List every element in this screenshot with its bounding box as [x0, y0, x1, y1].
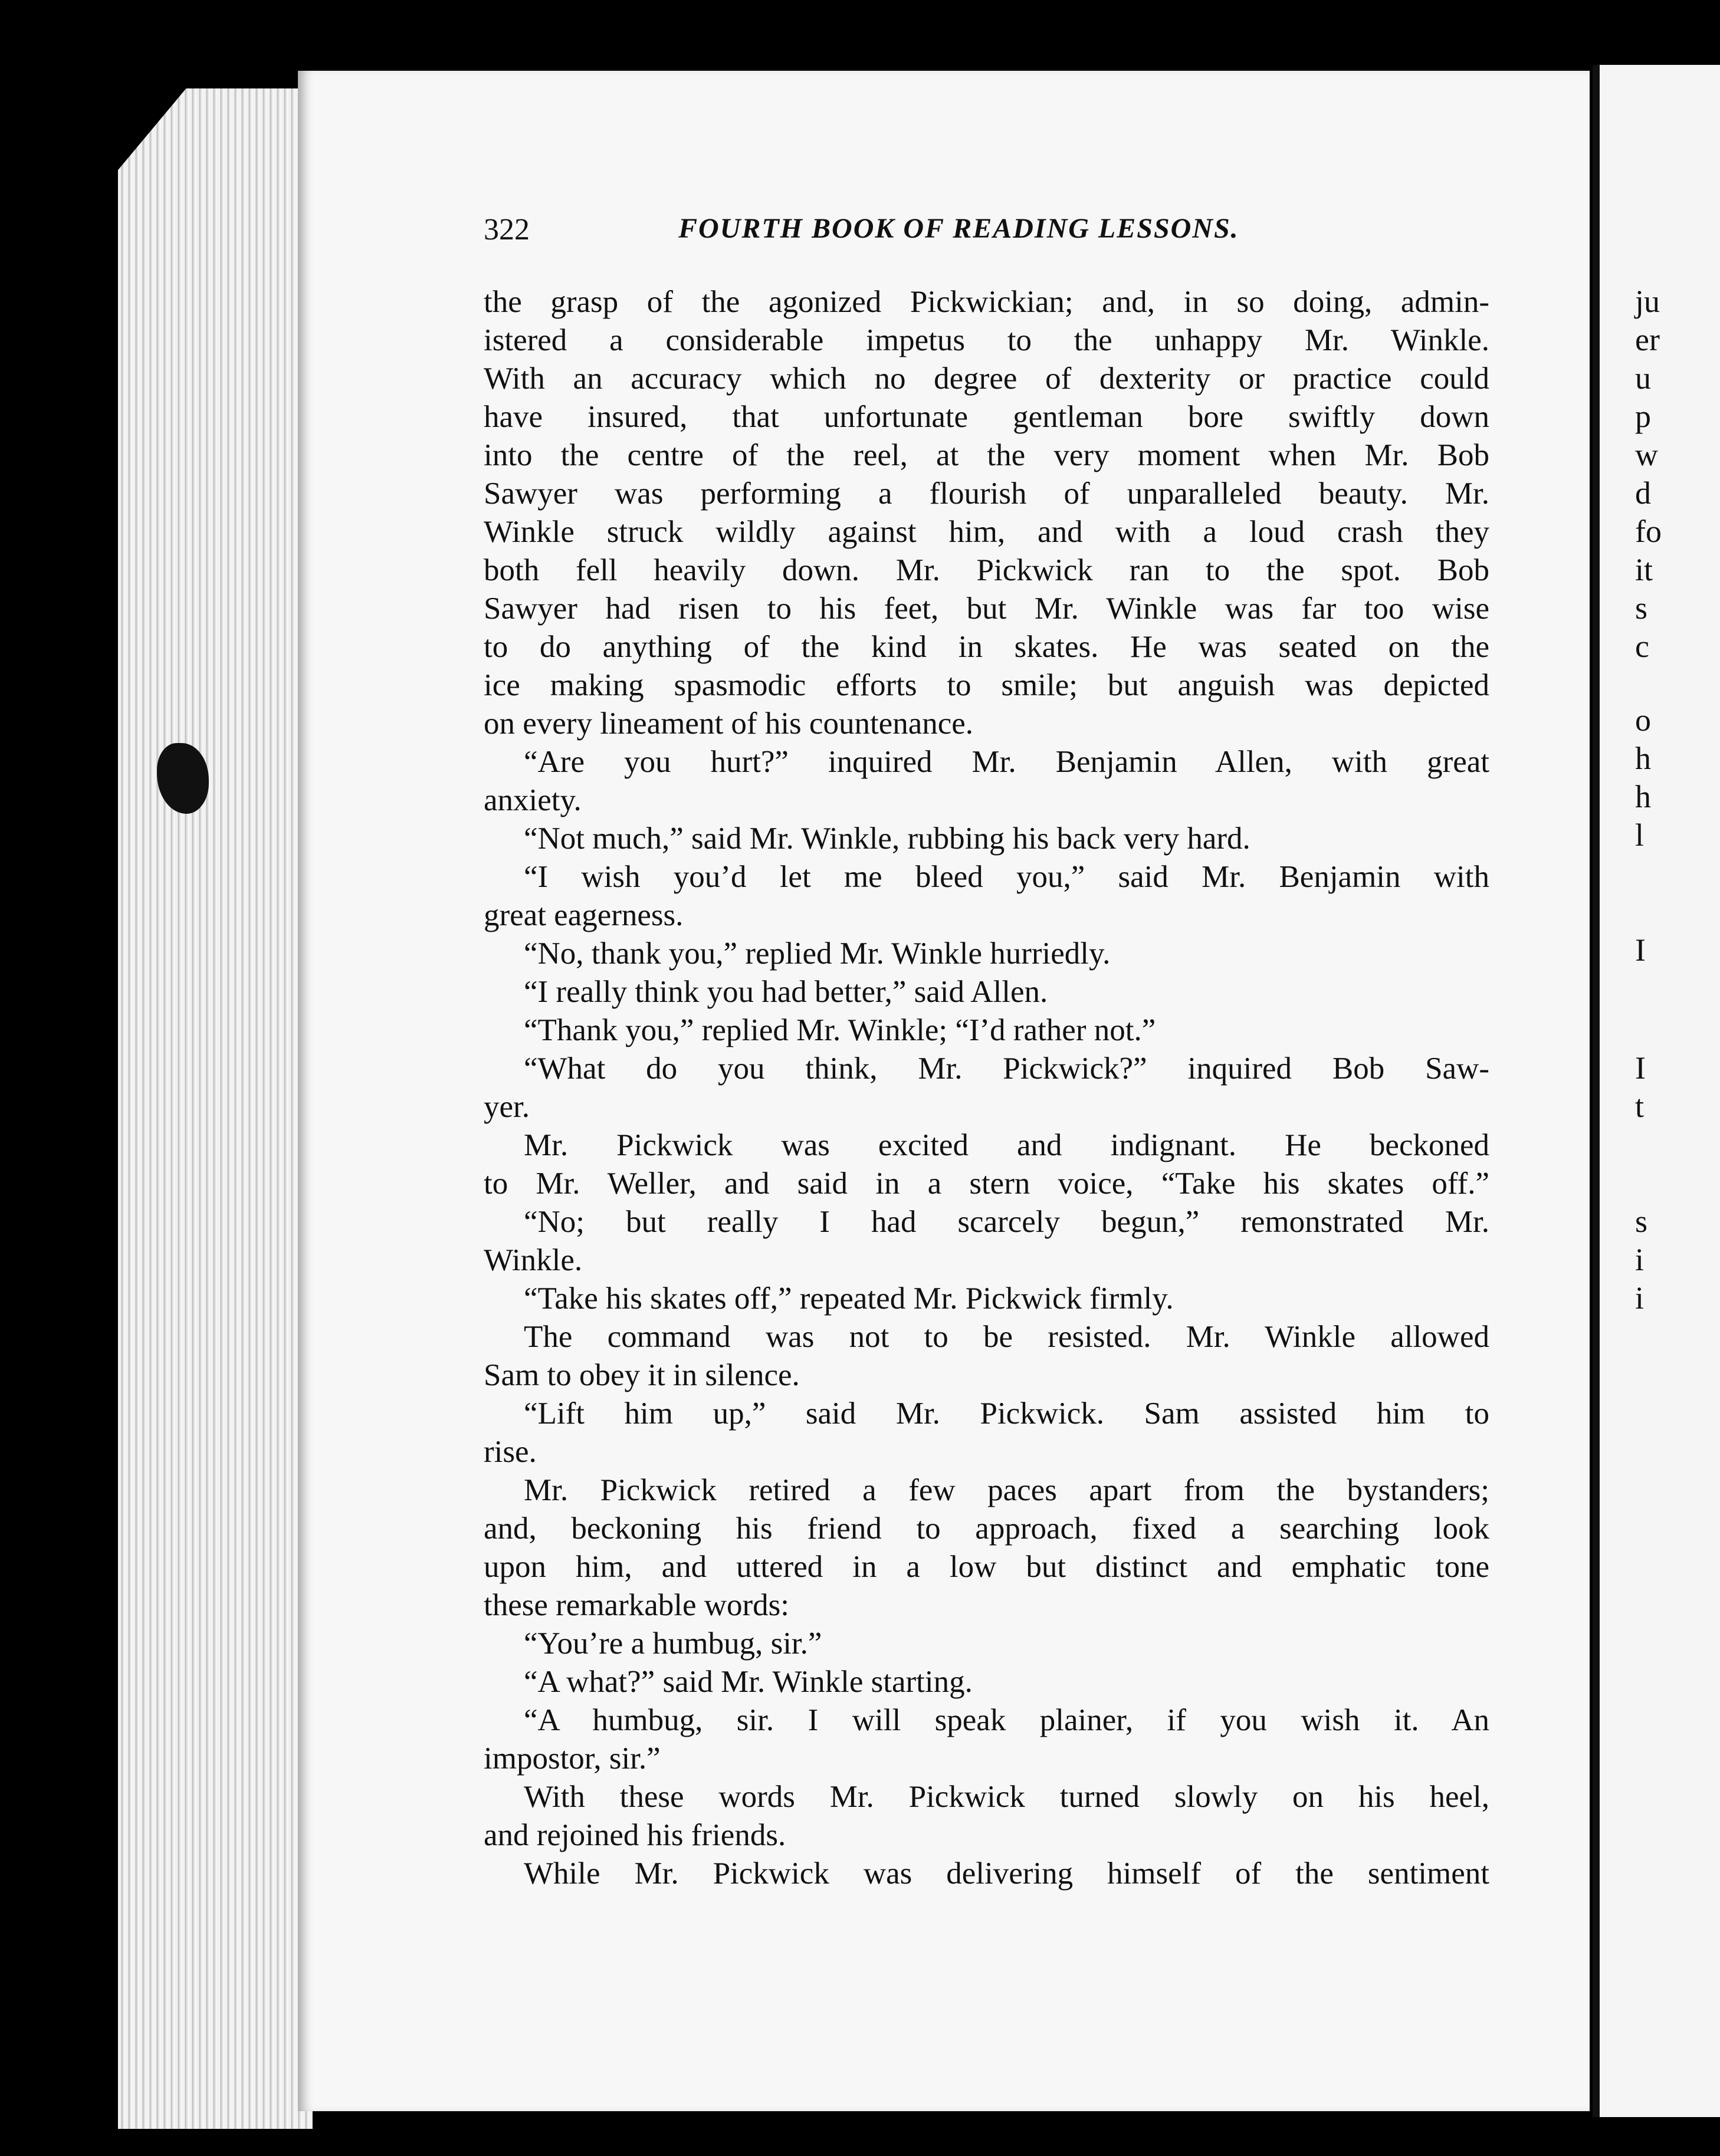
text-line: rise.	[484, 1435, 537, 1469]
text-line: Mr. Pickwick was excited and indignant. He beckoned	[524, 1128, 1489, 1162]
text-line: have insured, that unfortunate gentleman bore swiftly down	[484, 400, 1489, 434]
text-line: impostor, sir.”	[484, 1741, 661, 1776]
running-title: FOURTH BOOK OF READING LESSONS.	[678, 213, 1239, 244]
text-line: “Lift him up,” said Mr. Pickwick. Sam assisted him to	[524, 1396, 1489, 1431]
text-line: Winkle struck wildly against him, and with a loud crash they	[484, 515, 1489, 549]
text-line: Sam to obey it in silence.	[484, 1358, 800, 1392]
facing-page-fragment: t	[1635, 1089, 1644, 1124]
facing-page-fragment: w	[1635, 437, 1658, 472]
text-line: With these words Mr. Pickwick turned slowly on his heel,	[524, 1780, 1489, 1814]
text-line: “What do you think, Mr. Pickwick?” inquired Bob Saw-	[524, 1051, 1489, 1086]
facing-page-fragment: it	[1635, 552, 1653, 587]
text-line: “I wish you’d let me bleed you,” said Mr. Benjamin with	[524, 860, 1489, 894]
text-line: “A what?” said Mr. Winkle starting.	[524, 1665, 973, 1699]
facing-page-fragment: o	[1635, 702, 1651, 738]
facing-page-fragment: l	[1635, 817, 1644, 853]
text-line: upon him, and uttered in a low but distinct and emphatic tone	[484, 1550, 1489, 1584]
text-line: Sawyer was performing a flourish of unparalleled beauty. Mr.	[484, 476, 1489, 511]
text-line: “No; but really I had scarcely begun,” remonstrated Mr.	[524, 1205, 1489, 1239]
facing-page-fragment: s	[1635, 1204, 1648, 1239]
facing-page-fragment: h	[1635, 779, 1651, 814]
text-line: into the centre of the reel, at the very moment when Mr. Bob	[484, 438, 1489, 472]
facing-page-fragment: I	[1635, 932, 1646, 968]
text-line: yer.	[484, 1090, 530, 1124]
text-line: Mr. Pickwick retired a few paces apart from the bystanders;	[524, 1473, 1489, 1507]
facing-page-fragment: c	[1635, 629, 1649, 664]
text-line: While Mr. Pickwick was delivering himself of the sentiment	[524, 1856, 1489, 1891]
facing-page-fragment: fo	[1635, 514, 1662, 549]
page-header	[484, 212, 1489, 254]
facing-page-fragment: d	[1635, 475, 1651, 511]
text-line: “Take his skates off,” repeated Mr. Pickwick firmly.	[524, 1281, 1174, 1316]
text-line: and, beckoning his friend to approach, fixed a searching look	[484, 1511, 1489, 1546]
facing-page-fragment: i	[1635, 1242, 1644, 1277]
facing-page-fragment: p	[1635, 399, 1651, 434]
text-line: the grasp of the agonized Pickwickian; and, in so doing, admin-	[484, 285, 1489, 319]
page-edges	[118, 88, 313, 2129]
text-line: on every lineament of his countenance.	[484, 706, 974, 741]
text-line: “Are you hurt?” inquired Mr. Benjamin Allen, with great	[524, 745, 1489, 779]
facing-page-fragment: er	[1635, 322, 1660, 357]
text-line: great eagerness.	[484, 898, 684, 932]
text-line: anxiety.	[484, 783, 582, 817]
text-line: “A humbug, sir. I will speak plainer, if you wish it. An	[524, 1703, 1489, 1737]
text-line: and rejoined his friends.	[484, 1818, 786, 1852]
text-line: these remarkable words:	[484, 1588, 790, 1622]
text-line: “I really think you had better,” said Allen.	[524, 975, 1048, 1009]
text-line: Winkle.	[484, 1243, 583, 1277]
page-number: 322	[484, 213, 530, 247]
text-line: The command was not to be resisted. Mr. Winkle allowed	[524, 1320, 1489, 1354]
text-line: “Not much,” said Mr. Winkle, rubbing his back very hard.	[524, 821, 1250, 856]
text-line: “Thank you,” replied Mr. Winkle; “I’d rather not.”	[524, 1013, 1156, 1047]
text-line: istered a considerable impetus to the unhappy Mr. Winkle.	[484, 323, 1489, 357]
facing-page-fragment: ju	[1635, 284, 1660, 319]
text-line: Sawyer had risen to his feet, but Mr. Winkle was far too wise	[484, 591, 1489, 626]
text-line: both fell heavily down. Mr. Pickwick ran to the spot. Bob	[484, 553, 1489, 587]
body-text	[484, 283, 1489, 2099]
facing-page-fragment: s	[1635, 590, 1648, 626]
text-line: ice making spasmodic efforts to smile; but anguish was depicted	[484, 668, 1489, 702]
text-line: “No, thank you,” replied Mr. Winkle hurriedly.	[524, 936, 1111, 971]
facing-page-edge	[1593, 65, 1720, 2117]
text-line: to do anything of the kind in skates. He was seated on the	[484, 630, 1489, 664]
facing-page-fragment: u	[1635, 360, 1651, 396]
text-line: “You’re a humbug, sir.”	[524, 1626, 822, 1661]
text-line: to Mr. Weller, and said in a stern voice, “Take his skates off.”	[484, 1166, 1489, 1201]
text-line: With an accuracy which no degree of dexterity or practice could	[484, 361, 1489, 396]
facing-page-fragment: I	[1635, 1050, 1646, 1086]
facing-page-fragment: i	[1635, 1280, 1644, 1316]
facing-page-fragment: h	[1635, 741, 1651, 776]
